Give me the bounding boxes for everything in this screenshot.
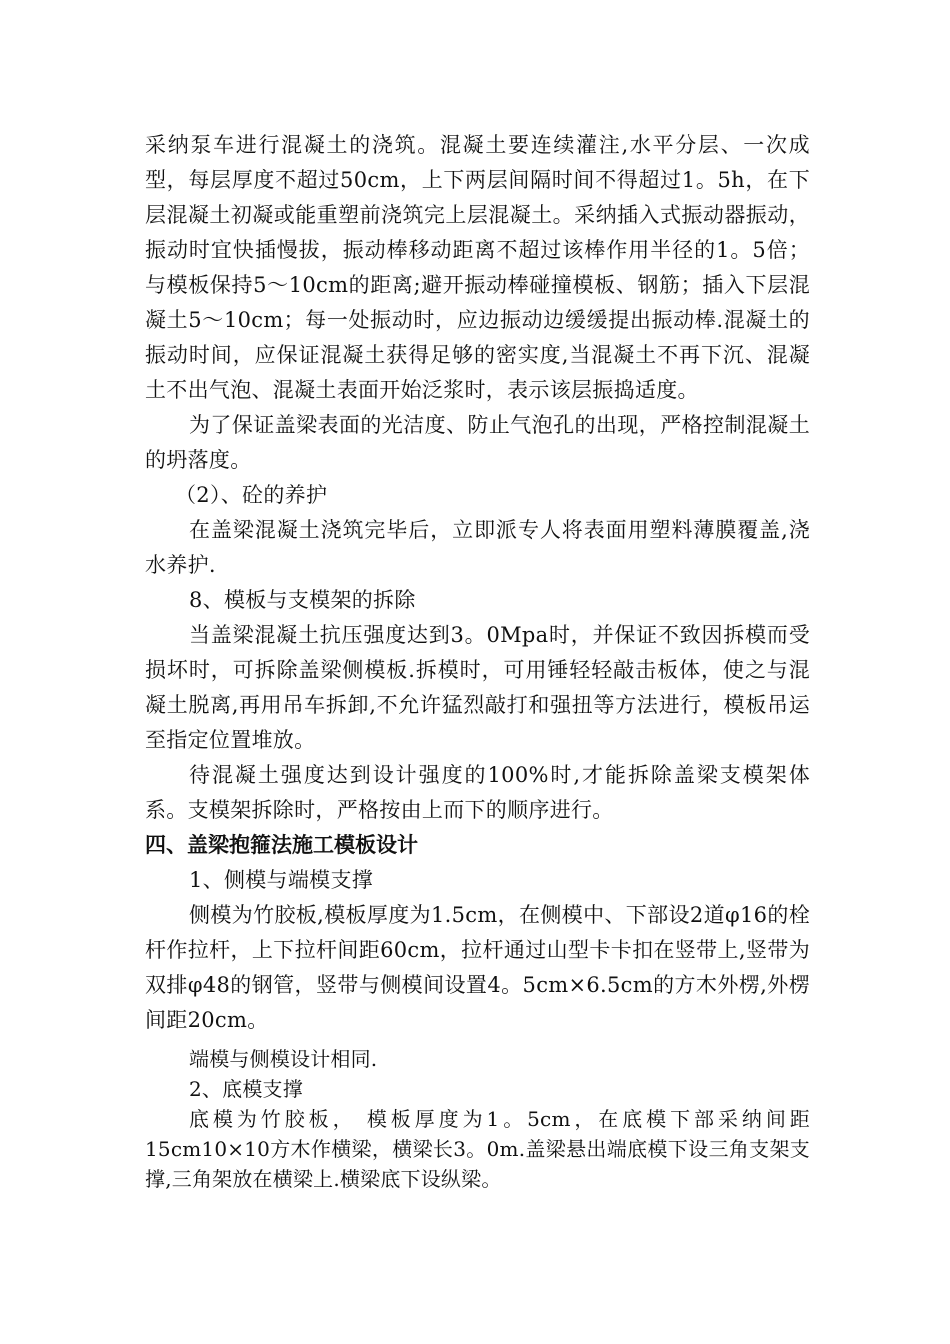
paragraph-support-removal: 待混凝土强度达到设计强度的100%时,才能拆除盖梁支模架体系。支模架拆除时，严格按由上而下的顺序进行。 [145, 763, 810, 822]
subheading-bottom-form: 2、底模支撑 [189, 1077, 303, 1101]
document-page [145, 128, 810, 1194]
section-heading-formwork-design: 四、盖梁抱箍法施工模板设计 [145, 833, 418, 857]
paragraph-side-form-removal: 当盖梁混凝土抗压强度达到3。0Mpa时，并保证不致因拆模而受损坏时，可拆除盖梁侧模板.拆模时，可用锤轻轻敲击板体，使之与混凝土脱离,再用吊车拆卸,不允许猛烈敲打和强扭等方法进行，模板吊运至指定位置堆放。 [145, 623, 810, 752]
paragraph-bottom-form: 底模为竹胶板， 模板厚度为1。5cm，在底模下部采纳间距15cm10×10方木作横梁，横梁长3。0m.盖梁悬出端底模下设三角支架支撑,三角架放在横梁上.横梁底下设纵梁。 [145, 1107, 810, 1191]
paragraph-concrete-pouring: 采纳泵车进行混凝土的浇筑。混凝土要连续灌注,水平分层、一次成型，每层厚度不超过50cm，上下两层间隔时间不得超过1。5h，在下层混凝土初凝或能重塑前浇筑完上层混凝土。采纳插入式振动器振动，振动时宜快插慢拔，振动棒移动距离不超过该棒作用半径的1。5倍；与模板保持5～10cm的距离;避开振动棒碰撞模板、钢筋；插入下层混凝土5～10cm；每一处振动时，应边振动边缓缓提出振动棒.混凝土的振动时间，应保证混凝土获得足够的密实度,当混凝土不再下沉、混凝土不出气泡、混凝土表面开始泛浆时，表示该层振捣适度。 [145, 133, 810, 402]
subheading-curing: （2）、砼的养护 [175, 483, 328, 507]
paragraph-curing: 在盖梁混凝土浇筑完毕后，立即派专人将表面用塑料薄膜覆盖,浇水养护. [145, 518, 810, 577]
paragraph-end-forms: 端模与侧模设计相同. [189, 1047, 378, 1071]
subheading-side-end-forms: 1、侧模与端模支撑 [189, 868, 374, 892]
paragraph-side-forms: 侧模为竹胶板,模板厚度为1.5cm，在侧模中、下部设2道φ16的栓杆作拉杆，上下拉杆间距60cm，拉杆通过山型卡卡扣在竖带上,竖带为双排φ48的钢管，竖带与侧模间设置4。5cm×6.5cm的方木外楞,外楞间距20cm。 [145, 903, 810, 1032]
subheading-formwork-removal: 8、模板与支模架的拆除 [189, 588, 416, 612]
paragraph-surface-finish: 为了保证盖梁表面的光洁度、防止气泡孔的出现，严格控制混凝土的坍落度。 [145, 413, 810, 472]
